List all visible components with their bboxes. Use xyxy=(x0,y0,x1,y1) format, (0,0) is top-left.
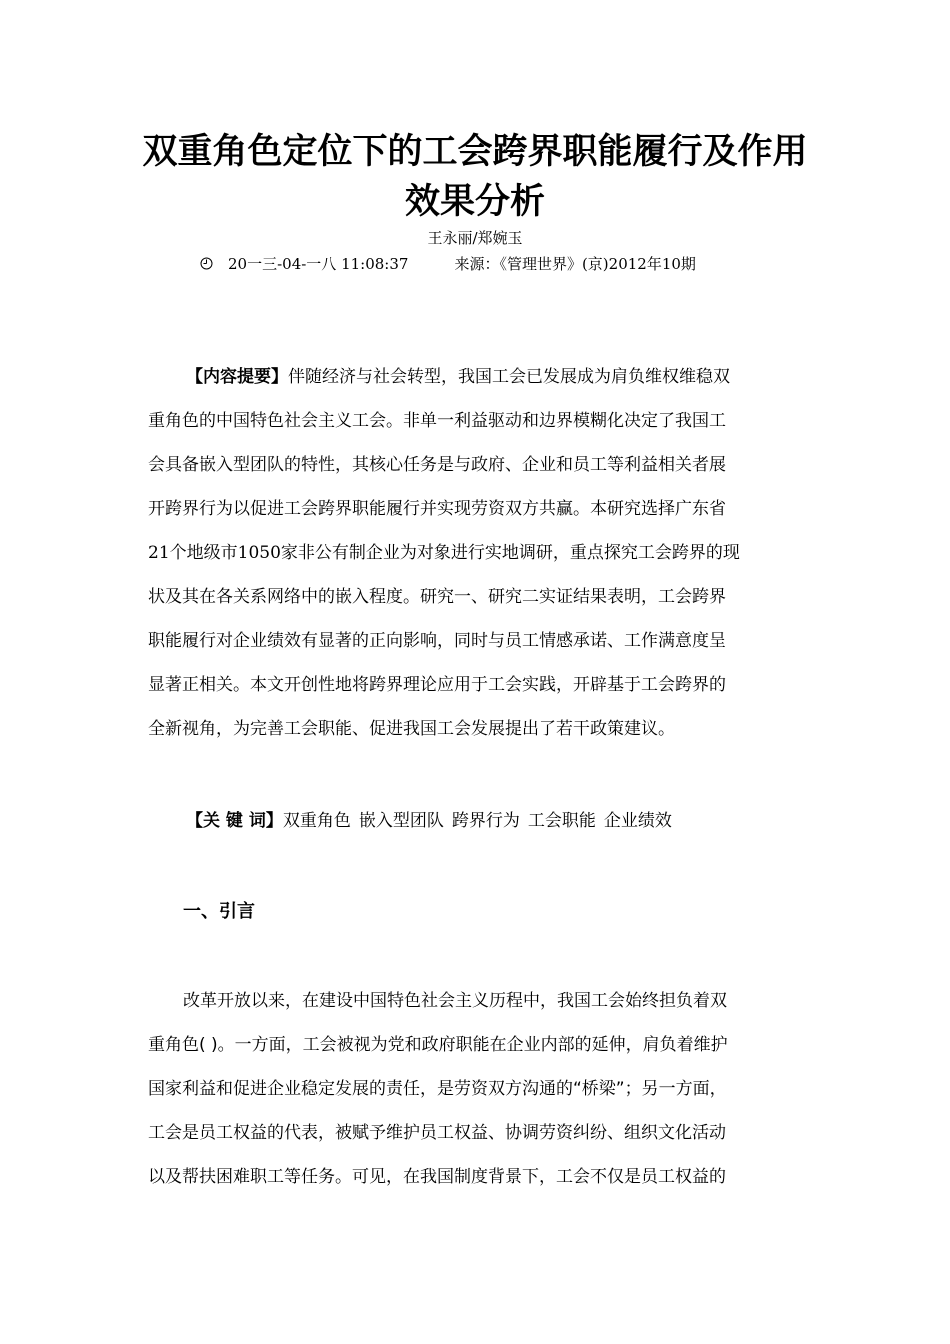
article-source: 来源：《管理世界》(京)2012年10期 xyxy=(454,255,696,273)
abstract-line: 重角色的中国特色社会主义工会。非单一利益驱动和边界模糊化决定了我国工 xyxy=(148,411,726,431)
abstract-line: 开跨界行为以促进工会跨界职能履行并实现劳资双方共赢。本研究选择广东省 xyxy=(148,499,726,519)
section-heading: 一、引言 xyxy=(183,901,255,922)
body-line: 重角色( )。一方面，工会被视为党和政府职能在企业内部的延伸，肩负着维护 xyxy=(148,1035,728,1055)
abstract-label: 【内容提要】 xyxy=(186,367,288,387)
article-meta xyxy=(198,254,818,274)
abstract-line: 21个地级市1050家非公有制企业为对象进行实地调研，重点探究工会跨界的现 xyxy=(148,543,740,563)
keyword: 工会职能 xyxy=(527,811,596,831)
article-authors: 王永丽/郑婉玉 xyxy=(427,229,523,247)
keyword: 企业绩效 xyxy=(603,811,672,831)
article-title-line-2: 效果分析 xyxy=(404,182,545,222)
publish-datetime: 20一三-04-一八 11:08:37 xyxy=(228,255,409,273)
article-title-line-1: 双重角色定位下的工会跨界职能履行及作用 xyxy=(142,132,808,172)
body-line: 工会是员工权益的代表，被赋予维护员工权益、协调劳资纠纷、组织文化活动 xyxy=(148,1123,726,1143)
body-line: 国家利益和促进企业稳定发展的责任，是劳资双方沟通的“桥梁”；另一方面， xyxy=(148,1079,727,1099)
abstract-line: 状及其在各关系网络中的嵌入程度。研究一、研究二实证结果表明，工会跨界 xyxy=(148,587,726,607)
abstract-line: 全新视角，为完善工会职能、促进我国工会发展提出了若干政策建议。 xyxy=(148,719,675,739)
abstract-line: 【内容提要】伴随经济与社会转型，我国工会已发展成为肩负维权维稳双 xyxy=(186,367,730,387)
abstract-line: 显著正相关。本文开创性地将跨界理论应用于工会实践，开辟基于工会跨界的 xyxy=(148,675,726,695)
keyword: 双重角色 xyxy=(282,811,351,831)
keywords-label: 【关 键 词】 xyxy=(186,811,283,831)
keywords xyxy=(186,810,680,832)
keyword: 嵌入型团队 xyxy=(358,811,444,831)
abstract-line: 会具备嵌入型团队的特性，其核心任务是与政府、企业和员工等利益相关者展 xyxy=(148,455,726,475)
body-line: 以及帮扶困难职工等任务。可见，在我国制度背景下，工会不仅是员工权益的 xyxy=(148,1167,726,1187)
body-line: 改革开放以来，在建设中国特色社会主义历程中，我国工会始终担负着双 xyxy=(183,991,727,1011)
keyword: 跨界行为 xyxy=(451,811,520,831)
abstract-line: 职能履行对企业绩效有显著的正向影响，同时与员工情感承诺、工作满意度呈 xyxy=(148,631,726,651)
clock-icon xyxy=(198,254,214,274)
